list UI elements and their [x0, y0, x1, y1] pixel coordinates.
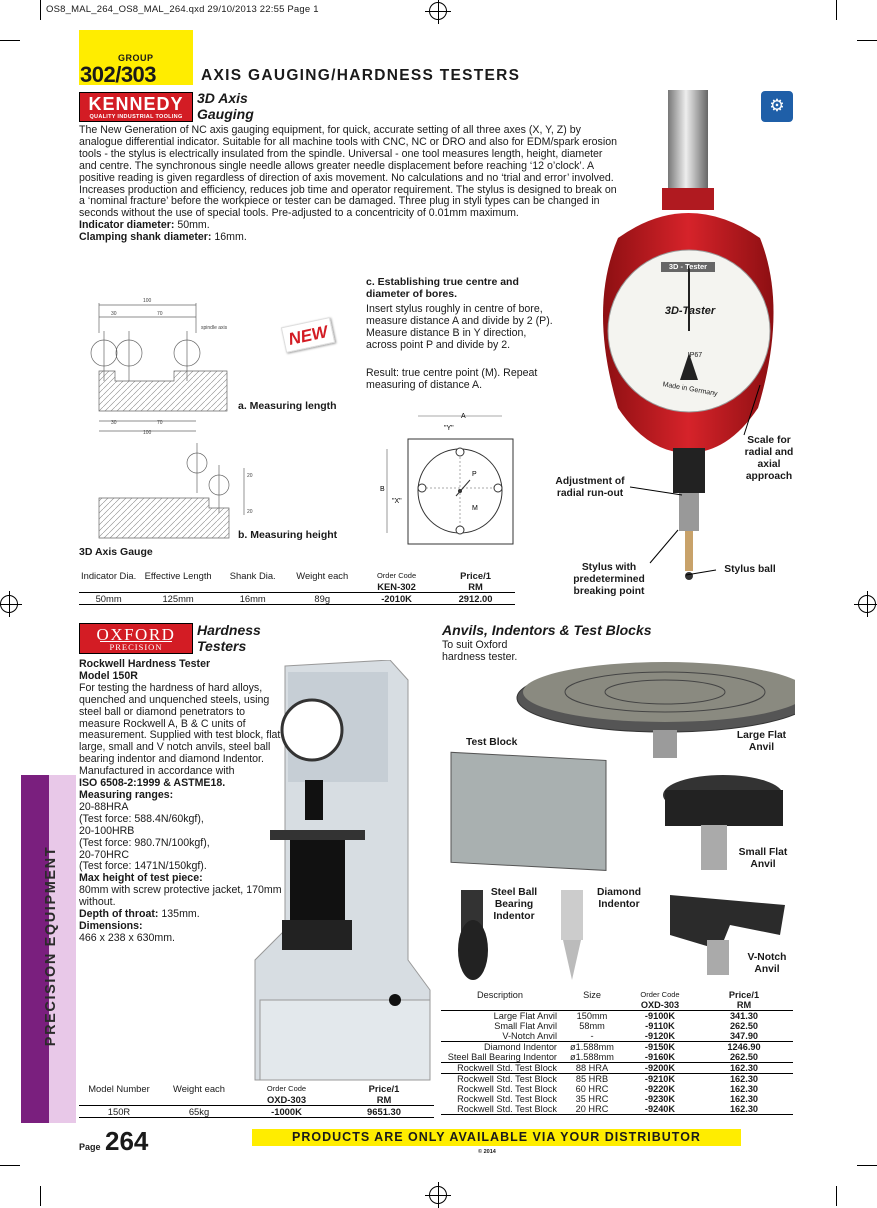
svg-text:30: 30 — [111, 311, 117, 317]
table-row — [441, 1052, 793, 1063]
svg-text:70: 70 — [157, 311, 163, 317]
table-row — [441, 1084, 793, 1094]
kennedy-description-text: The New Generation of NC axis gauging equipment, for quick, accurate setting of all three axes (X, Y, Z) by analogue differential indicator. Suitable for all machine tools with CNC, NC or DRO and also for EDM/spark erosion tools - the stylus is electrically insulated from the spindle. Universal - one tool measures length, height, diameter and centre. The synchronous single needle allows greater needle displacement before reaching ‘12 o’clock’. A positive reading is given regardless of direction of axis movement. No calculations and no ‘trial and error’ involved. Increases production and efficiency, reduces job time and operator requirement. The stylus is designed to break on a ‘nominal fracture’ before the workpiece or tester can be damaged. Three plug in styli types can be changed in seconds without the use of special tools. Pre-adjusted to a concentricity of 0.01mm maximum. — [79, 124, 617, 220]
table-cell: 162.30 — [729, 1104, 759, 1114]
label-steel-ball: Steel Ball Bearing Indentor — [490, 887, 538, 922]
label-small-flat: Small Flat Anvil — [738, 847, 788, 870]
copyright: © 2014 — [478, 1149, 496, 1155]
oxford-logo-sub: PRECISION — [100, 641, 172, 651]
table-cell: -9220K — [644, 1084, 676, 1094]
table-cell: 341.30 — [729, 1011, 759, 1021]
kennedy-description — [79, 125, 619, 244]
table-cell: -9240K — [644, 1104, 676, 1114]
table-cell: 60 HRC — [575, 1084, 609, 1094]
product-line1: Rockwell Hardness Tester — [79, 658, 211, 670]
hardness-tester-image — [240, 660, 440, 1085]
table-cell: 162.30 — [729, 1094, 759, 1104]
table-subheader-row: KEN-302 RM — [79, 581, 515, 593]
table-cell: 58mm — [579, 1021, 605, 1031]
table-cell: -9230K — [644, 1094, 676, 1104]
oxford-description: Rockwell Hardness Tester Model 150R For testing the hardness of hard alloys, quenched and unquenched steels, using steel ball or diamond penetrators to measure Rockwell A, B & C units of measurement. Supplied with test block, flat large, small and V notch anvils, steel ball bearing indentor and diamond Indentor. Manufactured in accordance with ISO 6508-2:1999 & ASTME18. Measuring ranges: 20-88HRA (Test force: 588.4N/60kgf), 20-100HRB (Test force: 980.7N/100kgf), 20-70HRC (Test force: 1471N/150kgf). Max height of test piece: 80mm with screw protective jacket, 170mm without. Depth of throat: 135mm. Dimensions: 466 x 238 x 630mm. — [79, 659, 284, 945]
gauge-caption: 3D Axis Gauge — [79, 546, 153, 558]
new-badge: NEW — [281, 317, 335, 353]
callout-ball: Stylus ball — [724, 564, 776, 575]
diagram-a-caption: a. Measuring length — [238, 400, 337, 412]
table-cell: -9100K — [644, 1011, 676, 1021]
oxford-title-line1: Hardness — [197, 622, 261, 638]
registration-mark-bottom — [429, 1186, 447, 1204]
svg-text:"X": "X" — [392, 498, 402, 505]
label-large-flat: Large Flat Anvil — [736, 730, 787, 753]
table-cell: -9200K — [644, 1063, 676, 1073]
anvils-image — [445, 660, 795, 985]
label-test-block: Test Block — [466, 737, 518, 748]
footer-banner: PRODUCTS ARE ONLY AVAILABLE VIA YOUR DISTRIBUTOR — [292, 1130, 701, 1144]
callout-lines — [620, 375, 770, 585]
table-cell: 35 HRC — [575, 1094, 609, 1104]
dims-value: 466 x 238 x 630mm. — [79, 931, 175, 944]
label-vnotch: V-Notch Anvil — [747, 952, 787, 975]
table-cell: 262.50 — [729, 1021, 759, 1031]
callout-stylus: Stylus with predetermined breaking point — [573, 562, 645, 597]
oxford-title-line2: Testers — [197, 638, 247, 654]
svg-text:M: M — [472, 505, 478, 512]
anvils-subtitle: To suit Oxford hardness tester. — [442, 639, 518, 663]
machine-icon: ⚙ — [761, 91, 793, 122]
diagram-c-text: Insert stylus roughly in centre of bore, measure distance A and divide by 2 (P). Measure distance B in Y direction, across point P and divide by 2. — [366, 303, 553, 351]
table-cell: 1246.90 — [727, 1042, 761, 1052]
kennedy-title-line2: Gauging — [197, 106, 254, 122]
table-cell: 347.90 — [729, 1031, 759, 1041]
svg-text:spindle axis: spindle axis — [201, 325, 228, 331]
dims-label: Dimensions: — [79, 919, 143, 932]
table-cell: 150mm — [576, 1011, 608, 1021]
table-row — [441, 1074, 793, 1085]
svg-text:70: 70 — [157, 420, 163, 426]
table-cell: Rockwell Std. Test Block — [457, 1074, 557, 1084]
sidebar-label: PRECISION EQUIPMENT — [43, 845, 59, 1047]
table-cell: 262.50 — [729, 1052, 759, 1062]
table-row — [441, 1104, 793, 1115]
svg-text:100: 100 — [143, 298, 152, 304]
indicator-spec: Indicator diameter: 50mm. — [79, 219, 210, 232]
table-row — [441, 1094, 793, 1104]
table-cell: 88 HRA — [575, 1063, 609, 1073]
table-cell: 162.30 — [729, 1084, 759, 1094]
anvils-title: Anvils, Indentors & Test Blocks — [442, 622, 652, 638]
table-cell: Steel Ball Bearing Indentor — [447, 1052, 557, 1062]
table-cell: ø1.588mm — [570, 1042, 614, 1052]
kennedy-title — [197, 90, 254, 122]
table-row: 150R 65kg -1000K 9651.30 — [79, 1106, 434, 1118]
registration-mark-left — [0, 595, 18, 613]
product-line2: Model 150R — [79, 669, 138, 682]
page-label: Page — [79, 1142, 101, 1152]
table-cell: -9150K — [644, 1042, 676, 1052]
oxford-title — [197, 622, 261, 654]
registration-mark-top — [429, 2, 447, 20]
table-cell: V-Notch Anvil — [502, 1031, 557, 1041]
table-row — [441, 1021, 793, 1031]
kennedy-table — [79, 570, 515, 605]
shank-spec: Clamping shank diameter: 16mm. — [79, 231, 247, 244]
svg-text:"Y": "Y" — [444, 425, 454, 432]
label-diamond: Diamond Indentor — [596, 887, 642, 910]
table-cell: Large Flat Anvil — [493, 1011, 557, 1021]
dial-made: Made in Germany — [661, 381, 718, 398]
table-cell: 162.30 — [729, 1063, 759, 1073]
table-subheader-row: OXD-303 RM — [79, 1094, 434, 1106]
registration-mark-right — [858, 595, 876, 613]
file-slug: OS8_MAL_264_OS8_MAL_264.qxd 29/10/2013 22:55 Page 1 — [46, 4, 319, 15]
svg-text:B: B — [380, 486, 385, 493]
diagram-c-title: c. Establishing true centre and diameter of bores. — [366, 276, 519, 300]
table-cell: Diamond Indentor — [483, 1042, 557, 1052]
ranges-label: Measuring ranges: — [79, 788, 174, 801]
svg-text:100: 100 — [143, 430, 152, 436]
kennedy-logo-tagline: QUALITY INDUSTRIAL TOOLING — [89, 114, 183, 120]
table-cell: Rockwell Std. Test Block — [457, 1063, 557, 1073]
diagram-b-caption: b. Measuring height — [238, 529, 338, 541]
table-header-row: Description Size Order Code Price/1 — [477, 990, 760, 1000]
table-cell: Small Flat Anvil — [494, 1021, 557, 1031]
table-row — [441, 1011, 793, 1022]
table-cell: 85 HRB — [575, 1074, 609, 1084]
svg-text:A: A — [461, 413, 466, 420]
dial-name: 3D-Taster — [664, 305, 716, 317]
table-header-row: Model Number Weight each Order Code Price/1 — [88, 1082, 400, 1094]
oxford-table — [79, 1083, 434, 1118]
svg-text:30: 30 — [111, 420, 117, 426]
kennedy-logo-text: KENNEDY — [88, 94, 184, 114]
table-row — [441, 1042, 793, 1053]
callout-adjust: Adjustment of radial run-out — [555, 476, 625, 499]
table-cell: Rockwell Std. Test Block — [457, 1094, 557, 1104]
svg-text:P: P — [472, 471, 477, 478]
table-header-row: Indicator Dia. Effective Length Shank Dia. Weight each Order Code Price/1 — [81, 570, 491, 581]
dial-ip: IP67 — [687, 352, 703, 359]
kennedy-logo — [79, 92, 193, 122]
iso-standard: ISO 6508-2:1999 & ASTME18. — [79, 777, 226, 790]
table-cell: Rockwell Std. Test Block — [457, 1104, 557, 1114]
dial-brand: 3D - Tester — [668, 262, 708, 271]
svg-text:20: 20 — [247, 473, 253, 479]
table-row: 50mm 125mm 16mm 89g -2010K 2912.00 — [79, 593, 515, 605]
oxford-logo-text: OXFORD — [96, 625, 176, 644]
table-row — [441, 1031, 793, 1042]
svg-text:20: 20 — [247, 509, 253, 515]
max-height-value: 80mm with screw protective jacket, 170mm without. — [79, 884, 282, 909]
table-cell: -9120K — [644, 1031, 676, 1041]
section-title: AXIS GAUGING/HARDNESS TESTERS — [201, 67, 521, 84]
table-cell: 20 HRC — [575, 1104, 609, 1114]
oxford-logo — [79, 623, 193, 654]
max-height-label: Max height of test piece: — [79, 872, 203, 885]
kennedy-title-line1: 3D Axis — [197, 90, 248, 106]
table-subheader-row: OXD-303 RM — [441, 1000, 793, 1011]
callout-scale: Scale for radial and axial approach — [744, 435, 794, 482]
oxford-description-text: For testing the hardness of hard alloys, quenched and unquenched steels, using steel ball or diamond penetrators to measure Rockwell A, B & C units of measurement. Supplied with test block, flat large, small and V notch anvils, steel ball bearing indentor and diamond Indentor. Manufactured in accordance with — [79, 681, 281, 778]
bore-centre-diagram — [378, 410, 518, 545]
page-number: 264 — [105, 1126, 149, 1156]
group-number: 302/303 — [80, 62, 157, 87]
table-cell: -9110K — [645, 1021, 675, 1031]
table-cell: 162.30 — [729, 1074, 759, 1084]
table-row — [441, 1063, 793, 1074]
table-cell: -9210K — [644, 1074, 676, 1084]
anvils-table — [441, 990, 793, 1115]
group-label: GROUP — [118, 53, 154, 63]
table-cell: - — [590, 1031, 594, 1041]
table-cell: -9160K — [644, 1052, 676, 1062]
table-cell: Rockwell Std. Test Block — [457, 1084, 557, 1094]
depth-spec: Depth of throat: 135mm. — [79, 908, 200, 921]
diagram-c-result: Result: true centre point (M). Repeat measuring of distance A. — [366, 367, 538, 391]
table-cell: ø1.588mm — [570, 1052, 614, 1062]
